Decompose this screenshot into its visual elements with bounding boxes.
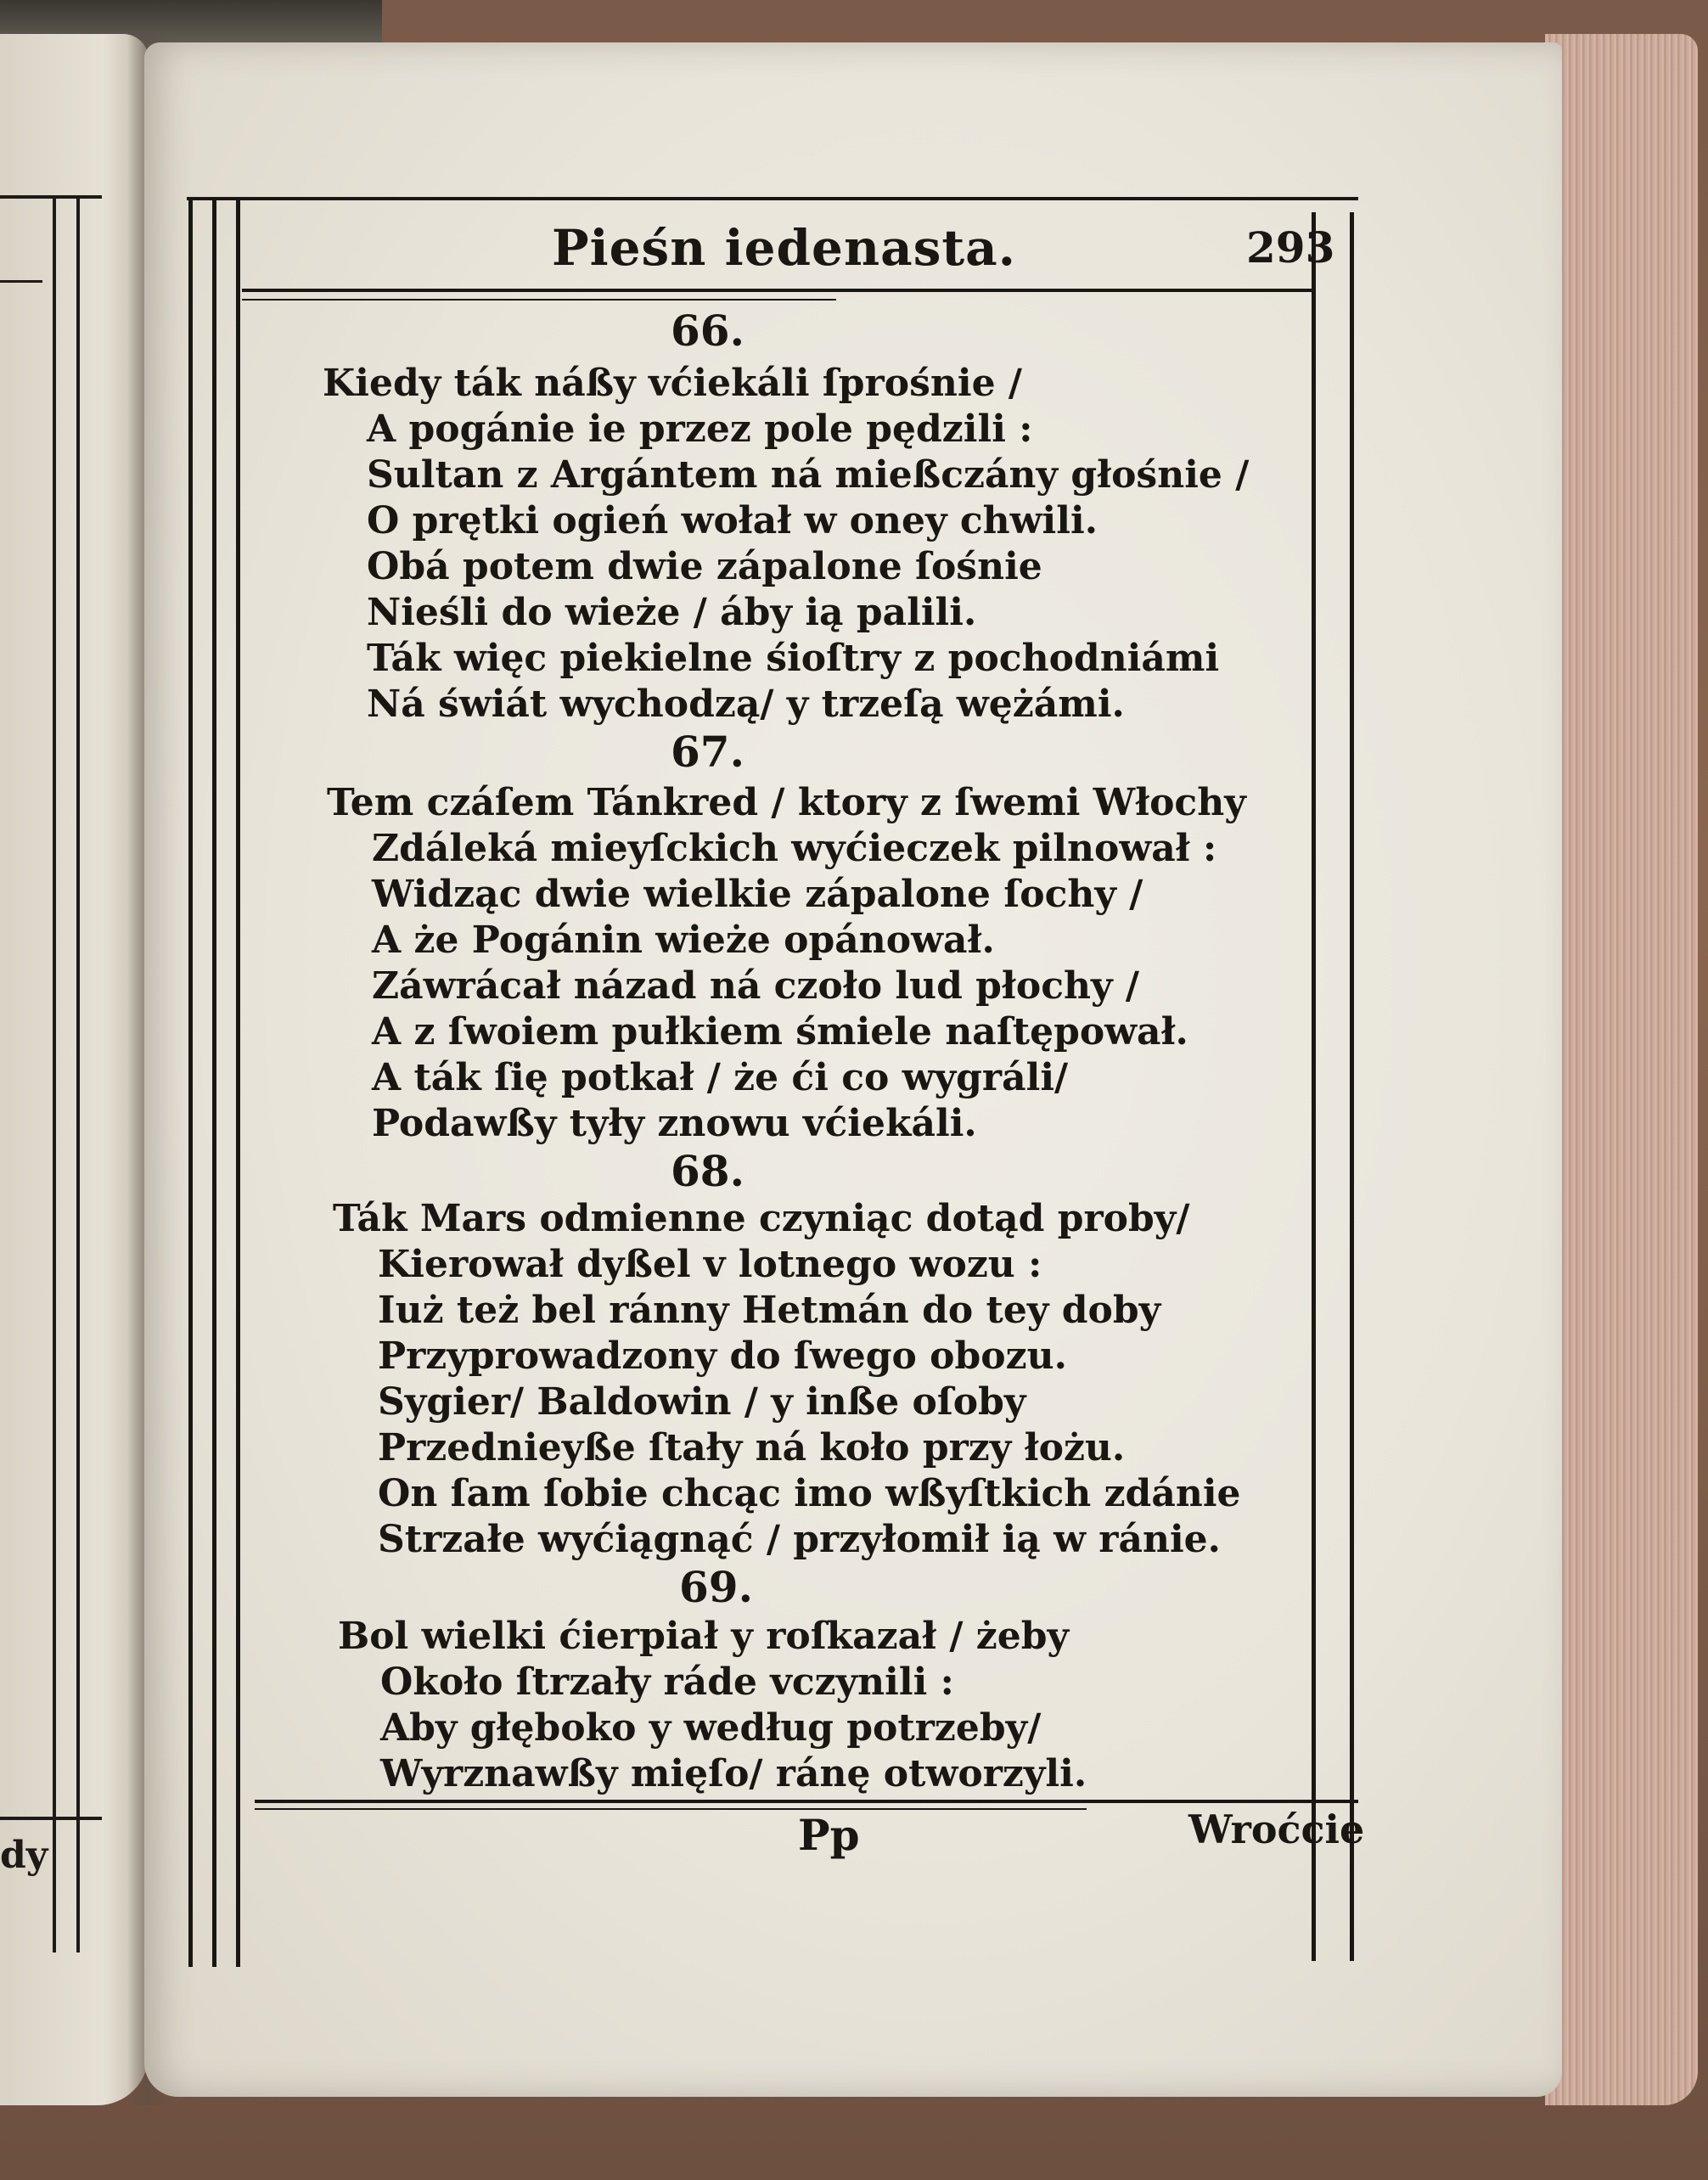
frame-left-inner bbox=[212, 197, 216, 1967]
verse-line: Około ſtrzały ráde vczynili : bbox=[380, 1660, 954, 1704]
verse-line: Przednieyße ſtały ná koło przy łożu. bbox=[378, 1426, 1126, 1469]
frame-right-inner bbox=[1312, 212, 1316, 1961]
frame-bottom-rule bbox=[255, 1800, 1358, 1803]
verse-line: O prętki ogień wołał w oney chwili. bbox=[367, 499, 1098, 542]
verse-line: A pogánie ie przez pole pędzili : bbox=[367, 407, 1033, 451]
page-edges bbox=[1545, 34, 1698, 2105]
running-title: Pieśn iedenasta. bbox=[552, 219, 1016, 277]
verse-line: Záwrácał názad ná czoło lud płochy / bbox=[372, 964, 1139, 1008]
page-number: 293 bbox=[1246, 222, 1335, 272]
frame-left-text bbox=[236, 197, 240, 1967]
verse-line: Podawßy tyły znowu vćiekáli. bbox=[372, 1102, 977, 1145]
left-page-rule bbox=[0, 195, 102, 199]
verse-line: Ták Mars odmienne czyniąc dotąd proby/ bbox=[333, 1197, 1190, 1240]
verse-line: A że Pogánin wieże opánował. bbox=[372, 919, 995, 962]
verse-line: Wyrznawßy mięſo/ ránę otworzyli. bbox=[380, 1752, 1087, 1795]
stanza-number: 68. bbox=[671, 1146, 744, 1196]
verse-line: Sygier/ Baldowin / y inße oſoby bbox=[378, 1380, 1026, 1424]
verse-line: Sultan z Argántem ná mießczány głośnie / bbox=[367, 453, 1250, 497]
stanza-number: 69. bbox=[679, 1562, 753, 1612]
verse-line: A ták ſię potkał / że ći co wygráli/ bbox=[372, 1056, 1069, 1099]
verse-line: Strzałe wyćiągnąć / przyłomił ią w ránie. bbox=[378, 1518, 1221, 1561]
verse-line: Kiedy ták náßy vćiekáli ſprośnie / bbox=[323, 362, 1022, 405]
verse-line: Aby głęboko y według potrzeby/ bbox=[380, 1706, 1042, 1750]
verse-line: Nieśli do wieże / áby ią palili. bbox=[367, 591, 977, 634]
verse-line: Ná świát wychodzą/ y trzeſą wężámi. bbox=[367, 683, 1125, 726]
left-page-frame-line bbox=[53, 195, 56, 1952]
frame-right-outer bbox=[1350, 212, 1354, 1961]
frame-bottom-rule bbox=[255, 1808, 1087, 1810]
verse-line: Tem czáſem Tánkred / ktory z ſwemi Włochy bbox=[327, 781, 1246, 824]
verse-line: Obá potem dwie zápalone ſośnie bbox=[367, 545, 1042, 588]
left-page-rule bbox=[0, 1817, 102, 1820]
left-page-rule bbox=[0, 280, 42, 283]
signature-mark: Pp bbox=[798, 1810, 860, 1860]
verse-line: A z ſwoiem pułkiem śmiele naſtępował. bbox=[372, 1010, 1188, 1053]
verse-line: Bol wielki ćierpiał y roſkazał / żeby bbox=[338, 1615, 1070, 1658]
frame-left-outer bbox=[188, 197, 193, 1967]
verse-line: Zdáleká mieyſckich wyćieczek pilnował : bbox=[372, 827, 1217, 870]
catchword: Wroćcie bbox=[1188, 1806, 1365, 1852]
stanza-number: 66. bbox=[671, 306, 744, 356]
verse-line: Widząc dwie wielkie zápalone ſochy / bbox=[372, 873, 1143, 916]
frame-header-rule bbox=[242, 289, 1316, 292]
left-page-frame-line bbox=[76, 195, 80, 1952]
verse-line: Przyprowadzony do ſwego obozu. bbox=[378, 1334, 1067, 1378]
frame-top-rule bbox=[187, 197, 1358, 200]
verse-line: On ſam ſobie chcąc imo wßyſtkich zdánie bbox=[378, 1472, 1241, 1515]
left-page-fragment bbox=[0, 34, 149, 2105]
verse-line: Kierował dyßel v lotnego wozu : bbox=[378, 1243, 1042, 1286]
frame-header-rule bbox=[242, 299, 836, 301]
stanza-number: 67. bbox=[671, 727, 744, 777]
left-page-catchword: dy bbox=[0, 1834, 48, 1877]
verse-line: Iuż też bel ránny Hetmán do tey doby bbox=[378, 1289, 1161, 1332]
verse-line: Ták więc piekielne śioſtry z pochodniámi bbox=[367, 637, 1220, 680]
